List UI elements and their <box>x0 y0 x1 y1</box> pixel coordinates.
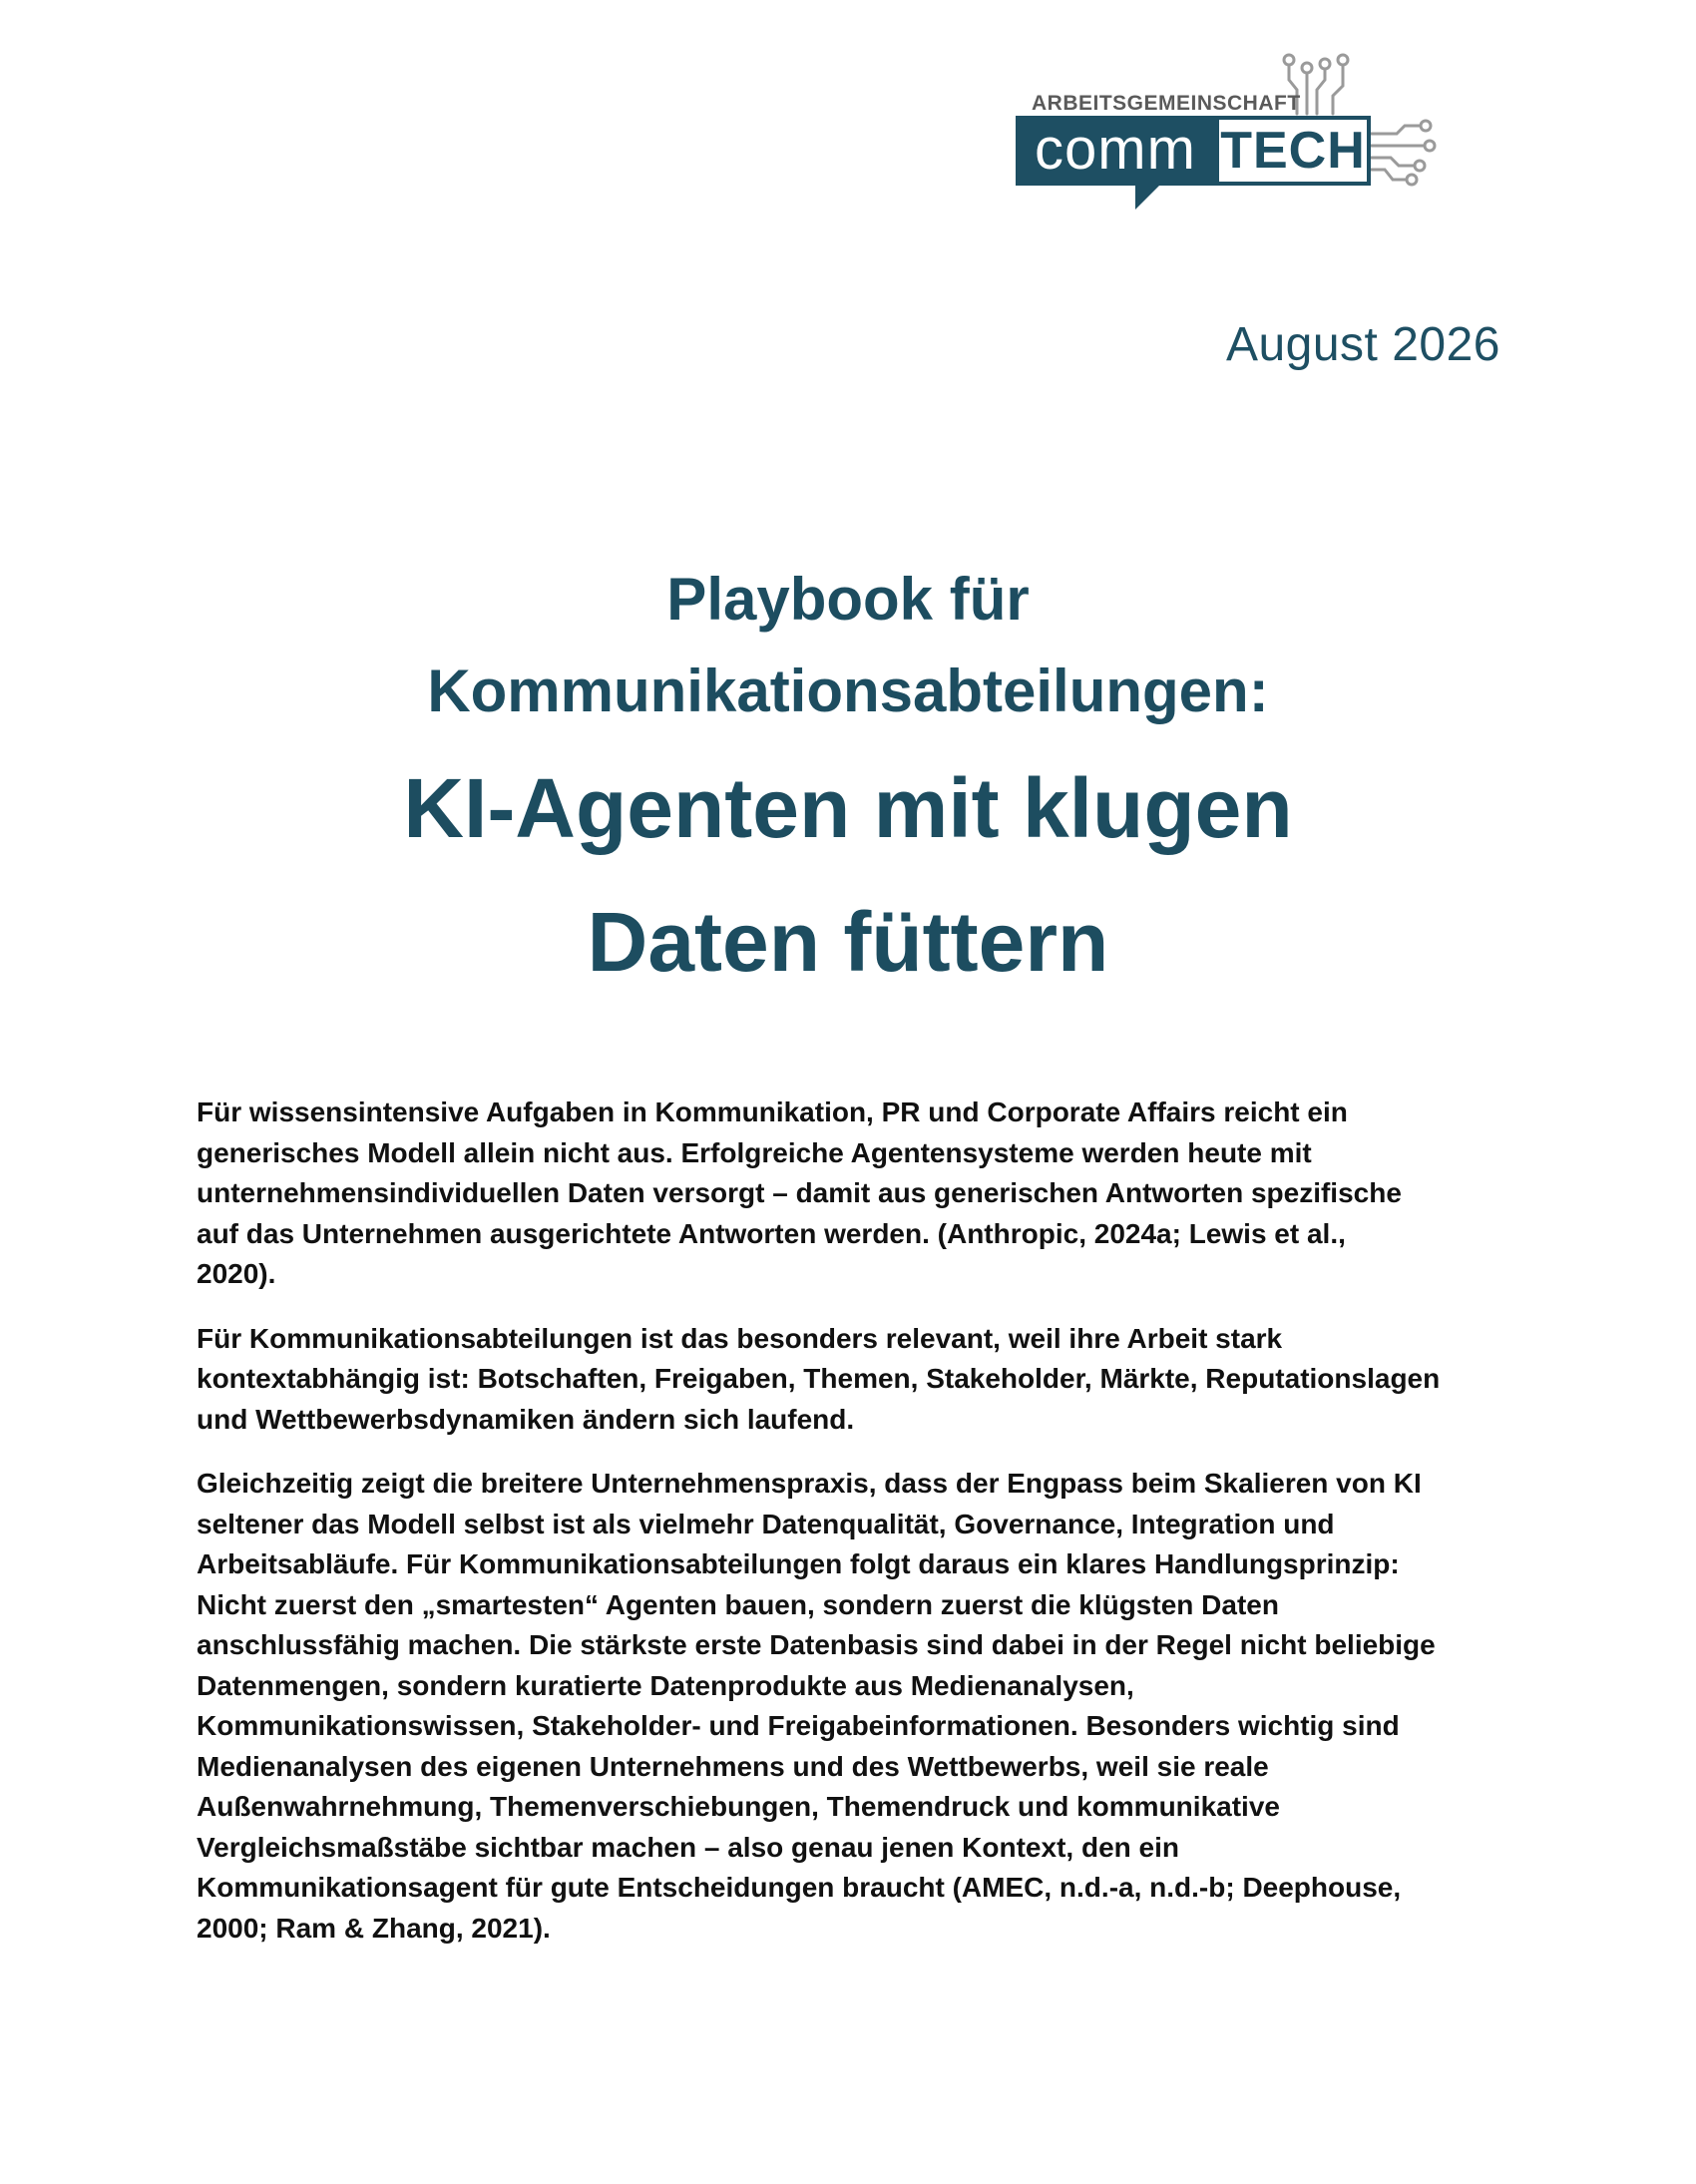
paragraph-3 <box>197 1464 1503 1949</box>
document-title <box>0 554 1696 1005</box>
text-line: generisches Modell allein nicht aus. Erfolgreiche Agentensysteme werden heute mit <box>197 1136 1312 1168</box>
logo-comm-box: comm <box>1016 116 1215 186</box>
paragraph-1 <box>197 1092 1503 1295</box>
text-line: unternehmensindividuellen Daten versorgt – damit aus generischen Antworten spezifische <box>197 1177 1402 1208</box>
text-line: 2000; Ram & Zhang, 2021). <box>197 1912 551 1944</box>
text-line: Für Kommunikationsabteilungen ist das besonders relevant, weil ihre Arbeit stark <box>197 1322 1283 1354</box>
text-line: Datenmengen, sondern kuratierte Datenprodukte aus Medienanalysen, <box>197 1669 1134 1701</box>
publication-date: August 2026 <box>1225 318 1500 371</box>
text-line: kontextabhängig ist: Botschaften, Freigaben, Themen, Stakeholder, Märkte, Reputationslagen <box>197 1363 1441 1394</box>
text-line: Für wissensintensive Aufgaben in Kommunikation, PR und Corporate Affairs reicht ein <box>197 1096 1348 1127</box>
paragraph-2 <box>197 1319 1503 1441</box>
title-line-1: Playbook für <box>666 566 1030 633</box>
text-line: anschlussfähig machen. Die stärkste erste Datenbasis sind dabei in der Regel nicht beliebige <box>197 1629 1436 1660</box>
text-line: seltener das Modell selbst ist als vielmehr Datenqualität, Governance, Integration und <box>197 1508 1335 1539</box>
text-line: Kommunikationswissen, Stakeholder- und Freigabeinformationen. Besonders wichtig sind <box>197 1710 1400 1741</box>
text-line: auf das Unternehmen ausgerichtete Antworten werden. (Anthropic, 2024a; Lewis et al., <box>197 1217 1346 1249</box>
body-text <box>197 1092 1503 1972</box>
logo-label: ARBEITSGEMEINSCHAFT <box>1032 92 1301 115</box>
logo-tech-box: TECH <box>1215 116 1371 186</box>
text-line: 2020). <box>197 1258 276 1289</box>
title-line-2: Kommunikationsabteilungen: <box>427 657 1269 724</box>
text-line: Außenwahrnehmung, Themenverschiebungen, Themendruck und kommunikative <box>197 1791 1280 1822</box>
title-main-2: Daten füttern <box>587 895 1109 989</box>
text-line: Medienanalysen des eigenen Unternehmens und des Wettbewerbs, weil sie reale <box>197 1750 1269 1782</box>
speech-bubble-tail <box>1135 184 1161 210</box>
text-line: Kommunikationsagent für gute Entscheidungen braucht (AMEC, n.d.-a, n.d.-b; Deephouse, <box>197 1872 1402 1903</box>
text-line: und Wettbewerbsdynamiken ändern sich laufend. <box>197 1403 855 1435</box>
text-line: Gleichzeitig zeigt die breitere Unternehmenspraxis, dass der Engpass beim Skalieren von KI <box>197 1468 1422 1499</box>
text-line: Nicht zuerst den „smartesten“ Agenten bauen, sondern zuerst die klügsten Daten <box>197 1588 1279 1620</box>
text-line: Vergleichsmaßstäbe sichtbar machen – also genau jenen Kontext, den ein <box>197 1831 1179 1863</box>
title-main-1: KI-Agenten mit klugen <box>403 761 1293 855</box>
commtech-logo <box>1008 50 1437 219</box>
text-line: Arbeitsabläufe. Für Kommunikationsabteilungen folgt daraus ein klares Handlungsprinzip: <box>197 1548 1400 1579</box>
